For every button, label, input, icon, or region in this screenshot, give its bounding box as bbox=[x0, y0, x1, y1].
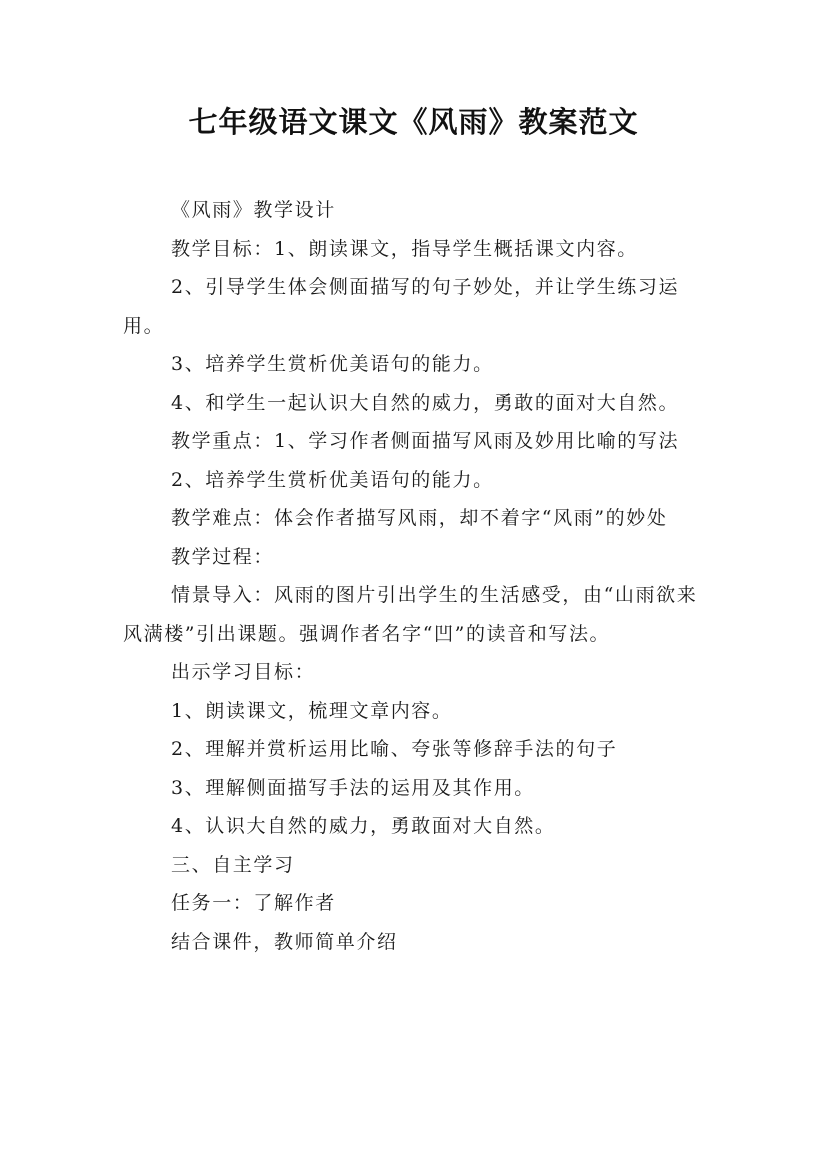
paragraph-introduction: 情景导入：风雨的图片引出学生的生活感受，由“山雨欲来风满楼”引出课题。强调作者名字“凹”的读音和写法。 bbox=[123, 584, 698, 645]
paragraph-heading: 《风雨》教学设计 bbox=[171, 199, 336, 221]
document-title: 七年级语文课文《风雨》教案范文 bbox=[188, 105, 639, 139]
paragraph-goals-heading: 出示学习目标： bbox=[171, 661, 316, 683]
paragraph-task-1: 任务一：了解作者 bbox=[171, 892, 336, 914]
paragraph-task-1-detail: 结合课件，教师简单介绍 bbox=[171, 930, 398, 953]
paragraph-objective-3: 3、培养学生赏析优美语句的能力。 bbox=[171, 353, 494, 375]
paragraph-objective-1: 教学目标：1、朗读课文，指导学生概括课文内容。 bbox=[171, 237, 638, 260]
paragraph-goal-2: 2、理解并赏析运用比喻、夸张等修辞手法的句子 bbox=[171, 738, 618, 760]
paragraph-goal-1: 1、朗读课文，梳理文章内容。 bbox=[171, 699, 453, 722]
paragraph-objective-4: 4、和学生一起认识大自然的威力，勇敢的面对大自然。 bbox=[171, 391, 680, 414]
paragraph-self-study: 三、自主学习 bbox=[171, 853, 295, 876]
document-body bbox=[123, 191, 709, 961]
paragraph-objective-2: 2、引导学生体会侧面描写的句子妙处，并让学生练习运用。 bbox=[123, 276, 680, 337]
paragraph-difficulty: 教学难点：体会作者描写风雨，却不着字“风雨”的妙处 bbox=[171, 507, 668, 529]
paragraph-goal-3: 3、理解侧面描写手法的运用及其作用。 bbox=[171, 776, 535, 799]
paragraph-process: 教学过程： bbox=[171, 545, 275, 568]
paragraph-key-point-2: 2、培养学生赏析优美语句的能力。 bbox=[171, 468, 494, 491]
paragraph-goal-4: 4、认识大自然的威力，勇敢面对大自然。 bbox=[171, 815, 556, 837]
paragraph-key-point-1: 教学重点：1、学习作者侧面描写风雨及妙用比喻的写法 bbox=[171, 430, 680, 452]
